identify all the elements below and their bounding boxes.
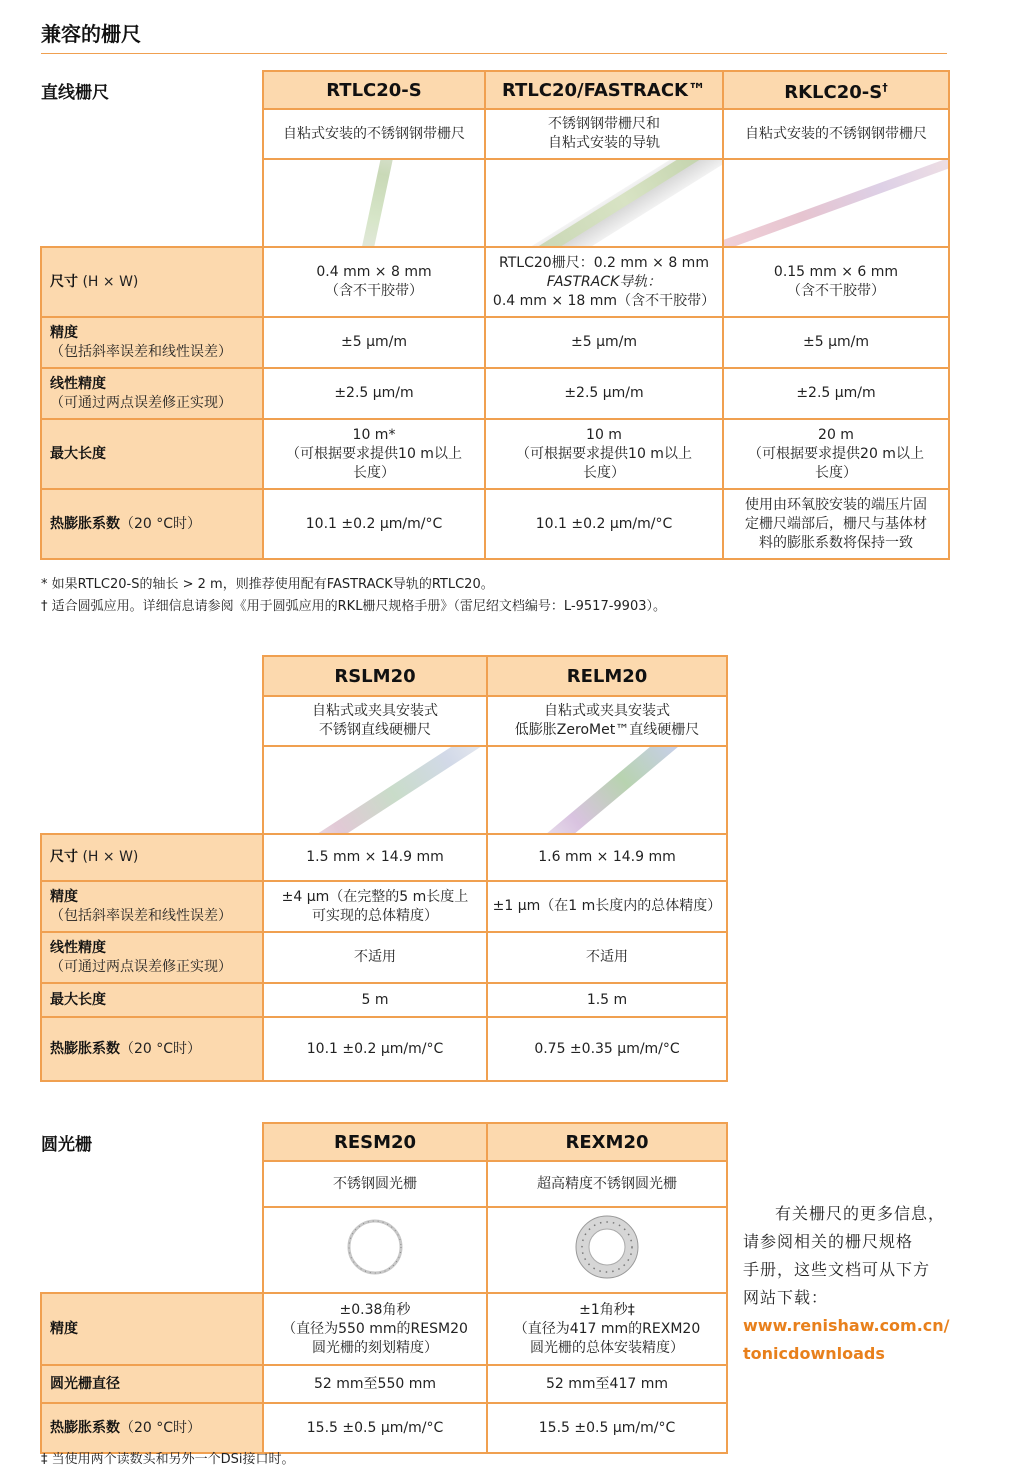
cell-line: 长度） bbox=[815, 464, 857, 481]
cell-accuracy: ±5 µm/m bbox=[485, 317, 723, 368]
cell-linearity: ±2.5 µm/m bbox=[723, 368, 949, 419]
col-header-rklc20-s-text: RKLC20-S bbox=[784, 82, 883, 103]
row-label-accuracy bbox=[41, 881, 263, 932]
empty-cell bbox=[41, 696, 263, 746]
row-label-accuracy bbox=[41, 317, 263, 368]
cell-thermal: 0.75 ±0.35 µm/m/°C bbox=[487, 1017, 727, 1081]
sidebar-info bbox=[743, 1200, 953, 1368]
label-text: 热膨胀系数 bbox=[50, 1040, 120, 1057]
label-suffix: （20 °C时） bbox=[120, 515, 202, 532]
desc-rslm20 bbox=[263, 696, 487, 746]
hard-scales-table bbox=[40, 655, 728, 1082]
cell-thermal: 15.5 ±0.5 µm/m/°C bbox=[487, 1403, 727, 1453]
sidebar-line: 请参阅相关的栅尺规格 bbox=[743, 1232, 914, 1251]
cell-line: 20 m bbox=[818, 426, 854, 443]
resm20-ring-image bbox=[264, 1208, 486, 1286]
sidebar-line: 有关栅尺的更多信息， bbox=[775, 1204, 946, 1223]
desc-rexm20: 超高精度不锈钢圆光栅 bbox=[487, 1161, 727, 1207]
label-sub: （包括斜率误差和线性误差） bbox=[50, 343, 232, 360]
cell-line: 使用由环氧胶安装的端压片固 bbox=[745, 496, 927, 513]
image-cell-rtlc20-s bbox=[263, 159, 485, 247]
linear-scales-table bbox=[40, 70, 950, 560]
cell-size-rtlc20-s bbox=[263, 247, 485, 317]
empty-corner bbox=[41, 1123, 263, 1161]
cell-line: （可根据要求提供10 m以上 bbox=[286, 445, 462, 462]
cell-line: 0.15 mm × 6 mm bbox=[773, 264, 899, 280]
cell-line: 10 m* bbox=[352, 426, 396, 443]
desc-rtlc20-fastrack bbox=[485, 109, 723, 159]
desc-line: 不锈钢钢带栅尺和 bbox=[548, 116, 660, 132]
col-header-rtlc20-fastrack-text: RTLC20/FASTRACK™ bbox=[502, 79, 706, 101]
cell-size-rtlc20-fastrack bbox=[485, 247, 723, 317]
dagger-mark: † bbox=[882, 81, 888, 94]
cell-max-length bbox=[723, 419, 949, 489]
label-text: 线性精度 bbox=[50, 939, 106, 956]
col-header-relm20: RELM20 bbox=[487, 656, 727, 696]
cell-line: ±4 µm（在完整的5 m长度上 bbox=[281, 888, 469, 905]
empty-corner bbox=[41, 71, 263, 109]
scale-image bbox=[488, 747, 726, 833]
label-text: 精度 bbox=[50, 324, 78, 341]
cell-line: 长度） bbox=[353, 464, 395, 481]
cell-max-length: 5 m bbox=[263, 983, 487, 1017]
cell-diameter: 52 mm至417 mm bbox=[487, 1365, 727, 1403]
desc-rtlc20-s: 自粘式安装的不锈钢钢带栅尺 bbox=[263, 109, 485, 159]
title-rule bbox=[41, 53, 947, 54]
cell-linearity: 不适用 bbox=[263, 932, 487, 983]
empty-cell bbox=[41, 1207, 263, 1293]
cell-thermal bbox=[723, 489, 949, 559]
cell-thermal: 15.5 ±0.5 µm/m/°C bbox=[263, 1403, 487, 1453]
cell-max-length bbox=[485, 419, 723, 489]
desc-line: 自粘式或夹具安装式 bbox=[544, 703, 670, 719]
cell-accuracy bbox=[487, 1293, 727, 1365]
cell-line: 可实现的总体精度） bbox=[312, 907, 438, 924]
cell-thermal: 10.1 ±0.2 µm/m/°C bbox=[485, 489, 723, 559]
cell-linearity: 不适用 bbox=[487, 932, 727, 983]
row-label-diameter bbox=[41, 1365, 263, 1403]
col-header-rtlc20-s: RTLC20-S bbox=[263, 71, 485, 109]
cell-line: （含不干胶带） bbox=[787, 283, 885, 299]
cell-line: 定栅尺端部后，栅尺与基体材 bbox=[745, 515, 927, 532]
scale-image bbox=[724, 160, 948, 246]
empty-cell bbox=[41, 1161, 263, 1207]
label-suffix: （20 °C时） bbox=[120, 1040, 202, 1057]
label-text: 精度 bbox=[50, 1320, 78, 1337]
desc-line: 不锈钢直线硬栅尺 bbox=[319, 722, 431, 738]
label-text: 尺寸 bbox=[50, 849, 78, 865]
cell-thermal: 10.1 ±0.2 µm/m/°C bbox=[263, 1017, 487, 1081]
label-sub: （可通过两点误差修正实现） bbox=[50, 958, 232, 975]
cell-size: 1.6 mm × 14.9 mm bbox=[487, 834, 727, 881]
sidebar-line: 网站下载： bbox=[743, 1288, 829, 1307]
cell-line: RTLC20栅尺：0.2 mm × 8 mm bbox=[499, 254, 709, 271]
image-cell-rklc20-s bbox=[723, 159, 949, 247]
label-sub: （可通过两点误差修正实现） bbox=[50, 394, 232, 411]
label-suffix: (H × W) bbox=[78, 273, 139, 290]
label-suffix: （20 °C时） bbox=[120, 1419, 202, 1436]
label-text: 热膨胀系数 bbox=[50, 1419, 120, 1436]
cell-accuracy: ±5 µm/m bbox=[723, 317, 949, 368]
col-header-rexm20: REXM20 bbox=[487, 1123, 727, 1161]
image-cell-rexm20 bbox=[487, 1207, 727, 1293]
desc-relm20 bbox=[487, 696, 727, 746]
row-label-accuracy bbox=[41, 1293, 263, 1365]
image-cell-relm20 bbox=[487, 746, 727, 834]
page-title: 兼容的栅尺 bbox=[41, 22, 141, 46]
image-cell-rtlc20-fastrack bbox=[485, 159, 723, 247]
cell-thermal: 10.1 ±0.2 µm/m/°C bbox=[263, 489, 485, 559]
empty-cell bbox=[41, 159, 263, 247]
scale-image bbox=[486, 160, 722, 246]
cell-linearity: ±2.5 µm/m bbox=[263, 368, 485, 419]
empty-corner bbox=[41, 656, 263, 696]
cell-max-length bbox=[263, 419, 485, 489]
label-text: 圆光栅直径 bbox=[50, 1375, 120, 1392]
row-label-thermal-expansion bbox=[41, 1017, 263, 1081]
footnote-double-dagger: ‡ 当使用两个读数头和另外一个DSi接口时。 bbox=[41, 1452, 295, 1467]
cell-line: 料的膨胀系数将保持一致 bbox=[759, 534, 913, 551]
cell-line: 圆光栅的刻划精度） bbox=[312, 1339, 438, 1356]
desc-rklc20-s: 自粘式安装的不锈钢钢带栅尺 bbox=[723, 109, 949, 159]
cell-line: （可根据要求提供10 m以上 bbox=[516, 445, 692, 462]
empty-cell bbox=[41, 746, 263, 834]
cell-line: ±0.38角秒 bbox=[339, 1301, 411, 1318]
label-text: 最大长度 bbox=[50, 445, 106, 462]
cell-line: （直径为550 mm的RESM20 bbox=[282, 1320, 468, 1337]
label-text: 最大长度 bbox=[50, 991, 106, 1008]
desc-resm20: 不锈钢圆光栅 bbox=[263, 1161, 487, 1207]
cell-accuracy: ±1 µm（在1 m长度内的总体精度） bbox=[487, 881, 727, 932]
sidebar-line: 手册，这些文档可从下方 bbox=[743, 1260, 931, 1279]
image-cell-resm20 bbox=[263, 1207, 487, 1293]
download-link-line[interactable]: tonicdownloads bbox=[743, 1344, 885, 1363]
cell-accuracy bbox=[263, 1293, 487, 1365]
cell-line: 0.4 mm × 8 mm bbox=[316, 264, 432, 280]
scale-image bbox=[264, 160, 484, 246]
download-link-line[interactable]: www.renishaw.com.cn/ bbox=[743, 1316, 950, 1335]
row-label-max-length bbox=[41, 983, 263, 1017]
cell-line: （可根据要求提供20 m以上 bbox=[748, 445, 924, 462]
row-label-linearity bbox=[41, 932, 263, 983]
cell-line: 圆光栅的总体安装精度） bbox=[530, 1339, 684, 1356]
footnote-asterisk: * 如果RTLC20-S的轴长 > 2 m，则推荐使用配有FASTRACK导轨的RTLC20。 bbox=[41, 577, 494, 592]
label-text: 热膨胀系数 bbox=[50, 515, 120, 532]
label-text: 尺寸 bbox=[50, 273, 78, 290]
row-label-size bbox=[41, 247, 263, 317]
cell-line: ±1角秒‡ bbox=[579, 1301, 635, 1318]
row-label-thermal-expansion bbox=[41, 1403, 263, 1453]
cell-line: （含不干胶带） bbox=[325, 283, 423, 299]
cell-line: （直径为417 mm的REXM20 bbox=[513, 1320, 701, 1337]
row-label-size bbox=[41, 834, 263, 881]
cell-line: FASTRACK导轨： bbox=[546, 273, 662, 290]
row-label-max-length bbox=[41, 419, 263, 489]
label-suffix: (H × W) bbox=[78, 849, 139, 865]
label-sub: （包括斜率误差和线性误差） bbox=[50, 907, 232, 924]
col-header-rklc20-s bbox=[723, 71, 949, 109]
cell-accuracy: ±5 µm/m bbox=[263, 317, 485, 368]
cell-accuracy bbox=[263, 881, 487, 932]
row-label-linearity bbox=[41, 368, 263, 419]
cell-max-length: 1.5 m bbox=[487, 983, 727, 1017]
rexm20-ring-image bbox=[488, 1208, 726, 1286]
col-header-rslm20: RSLM20 bbox=[263, 656, 487, 696]
col-header-rtlc20-fastrack bbox=[485, 71, 723, 109]
desc-line: 自粘式或夹具安装式 bbox=[312, 703, 438, 719]
row-label-thermal-expansion bbox=[41, 489, 263, 559]
cell-line: 0.4 mm × 18 mm（含不干胶带） bbox=[492, 292, 716, 309]
desc-line: 自粘式安装的导轨 bbox=[548, 135, 660, 151]
section-title-linear: 直线栅尺 bbox=[41, 83, 109, 103]
cell-diameter: 52 mm至550 mm bbox=[263, 1365, 487, 1403]
label-text: 精度 bbox=[50, 888, 78, 905]
section-title-rotary: 圆光栅 bbox=[41, 1135, 92, 1155]
cell-line: 10 m bbox=[586, 426, 622, 443]
cell-linearity: ±2.5 µm/m bbox=[485, 368, 723, 419]
footnote-dagger: † 适合圆弧应用。详细信息请参阅《用于圆弧应用的RKL栅尺规格手册》（雷尼绍文档编号：L-9517-9903）。 bbox=[41, 599, 666, 614]
scale-image bbox=[264, 747, 486, 833]
col-header-resm20: RESM20 bbox=[263, 1123, 487, 1161]
download-link[interactable] bbox=[743, 1312, 953, 1368]
rotary-scales-table bbox=[40, 1122, 728, 1454]
label-text: 线性精度 bbox=[50, 375, 106, 392]
image-cell-rslm20 bbox=[263, 746, 487, 834]
cell-line: 长度） bbox=[583, 464, 625, 481]
empty-cell bbox=[41, 109, 263, 159]
cell-size-rklc20-s bbox=[723, 247, 949, 317]
cell-size: 1.5 mm × 14.9 mm bbox=[263, 834, 487, 881]
desc-line: 低膨胀ZeroMet™直线硬栅尺 bbox=[514, 722, 700, 738]
